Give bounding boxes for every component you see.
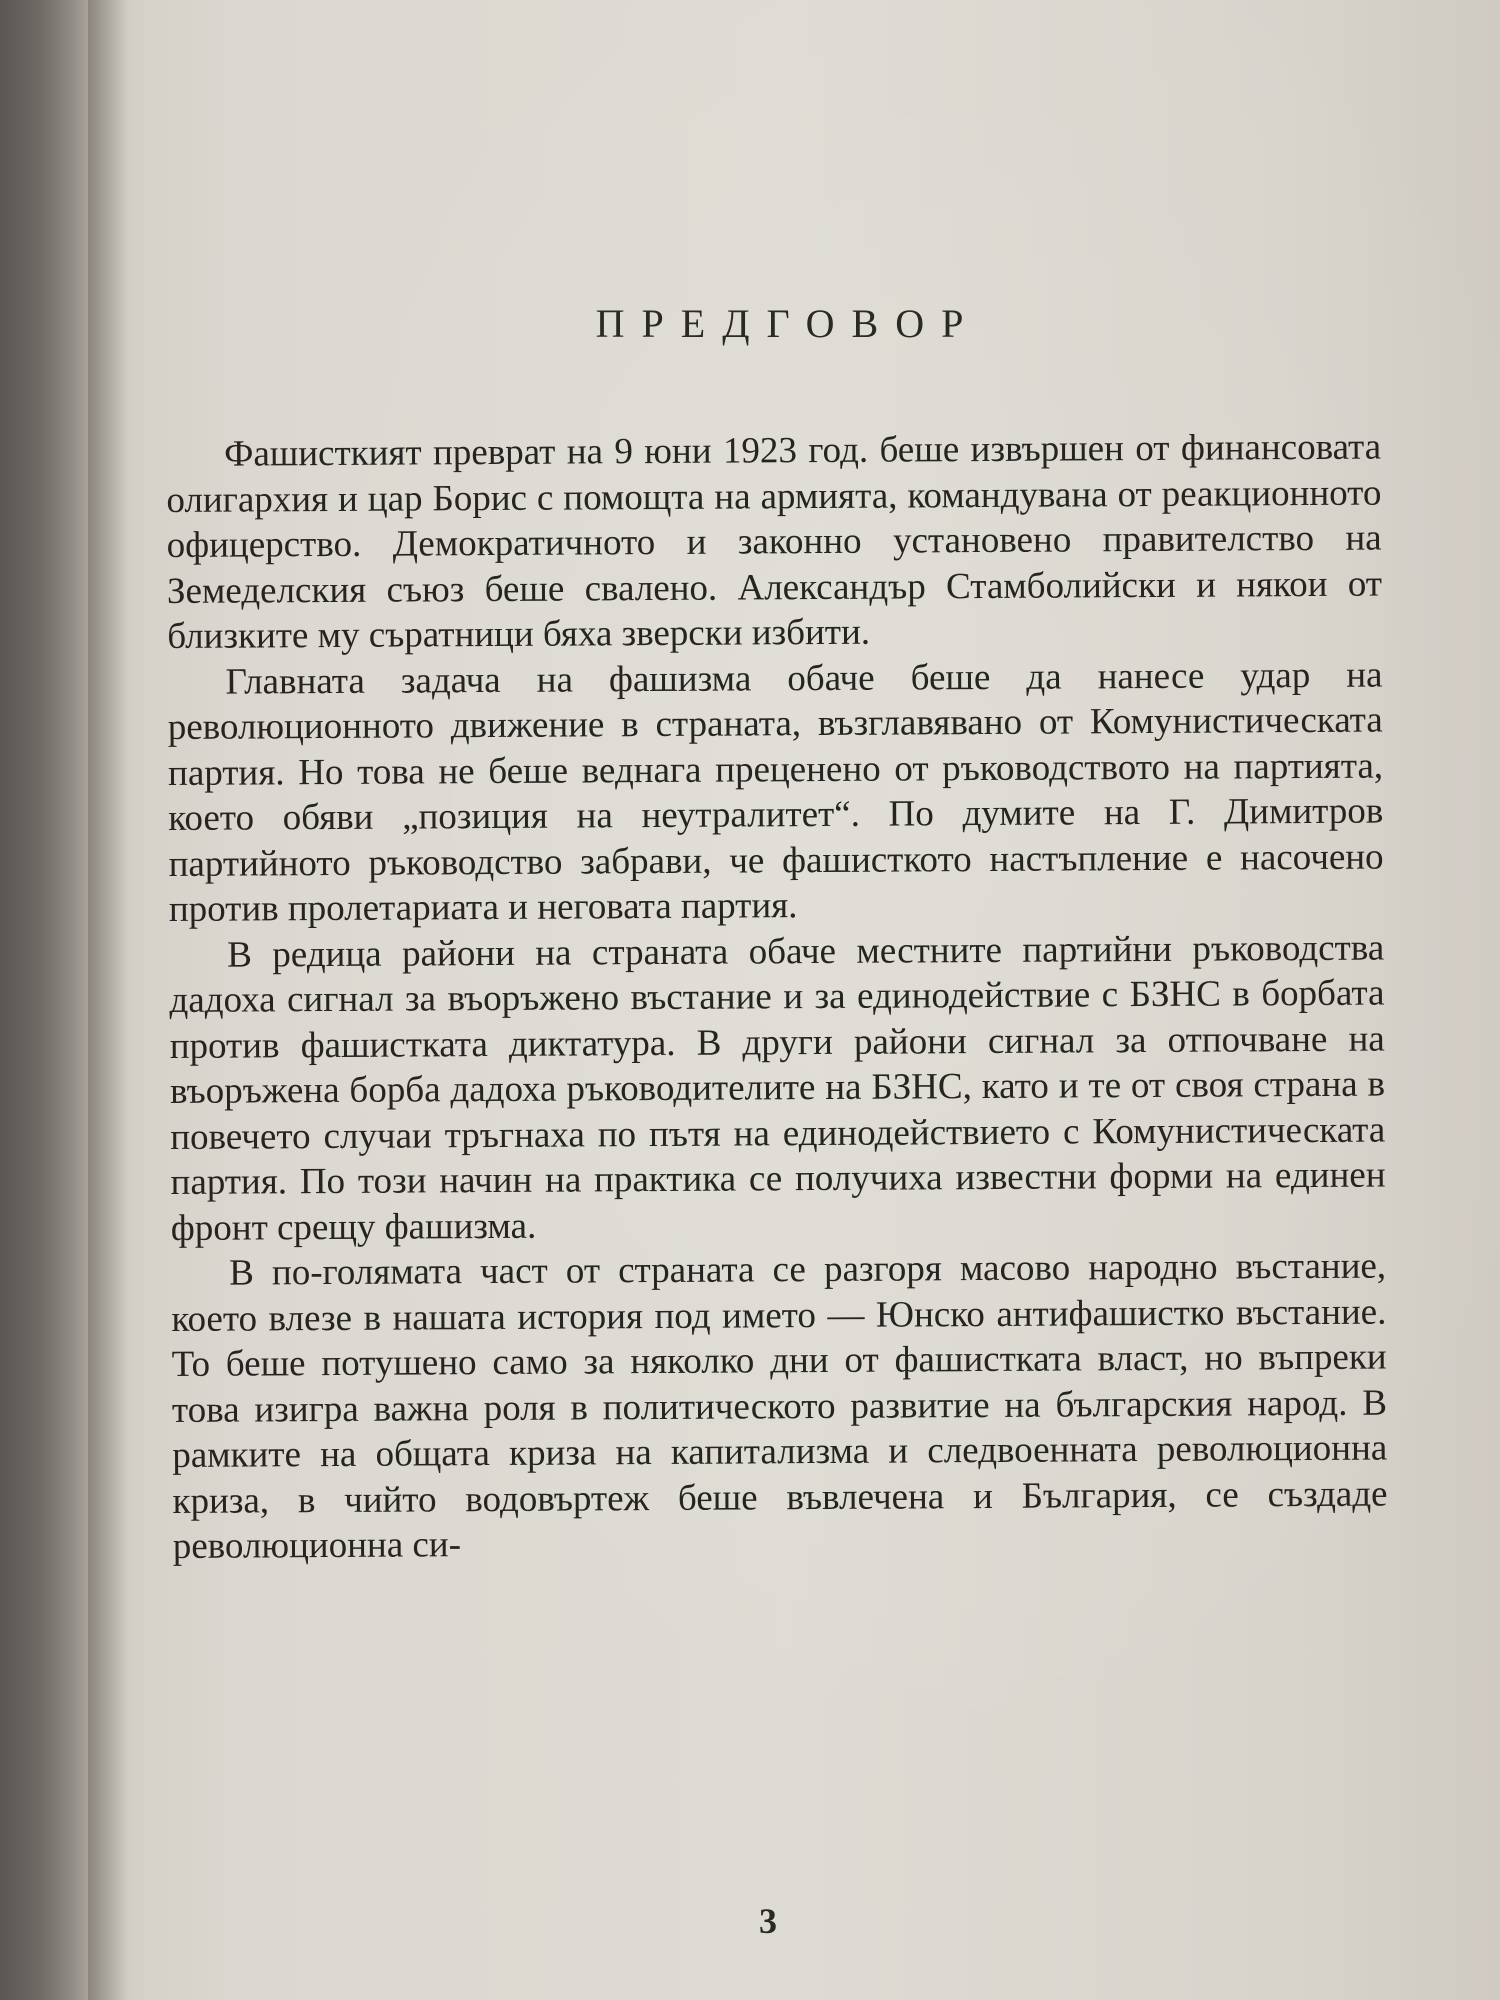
paragraph-2: Главната задача на фашизма обаче беше да нанесе удар на революционното движение в страната, възглавявано от Комунистическата партия. Но това не беше веднага преценено от ръководството на партията, което обяви „позиция на неутралитет“. По думите на Г. Димитров партийното ръководство забрави, че фашисткото настъпление е насочено против пролетариата и неговата партия. — [167, 654, 1384, 930]
paragraph-1: Фашисткият преврат на 9 юни 1923 год. беше извършен от финансовата олигархия и цар Борис с помощта на армията, командувана от реакционното офицерство. Демократичното и законно установено правителство на Земеделския съюз беше свалено. Александър Стамболийски и някои от близките му съратници бяха зверски избити. — [166, 426, 1383, 657]
paragraph-3: В редица райони на страната обаче местните партийни ръководства дадоха сигнал за въоръжено въстание и за единодействие с БЗНС в борбата против фашистката диктатура. В други райони сигнал за отпочване на въоръжена борба дадоха ръководителите на БЗНС, като и те от своя страна в повечето случаи тръгнаха по пътя на единодействието с Комунистическата партия. По този начин на практика се получиха известни форми на единен фронт срещу фашизма. — [169, 927, 1386, 1249]
page-heading: ПРЕДГОВОР — [595, 301, 981, 346]
book-page — [88, 0, 1500, 2000]
page-number: 3 — [759, 1901, 777, 1941]
paragraph-4: В по-голямата част от страната се разгоря масово народно въстание, което влезе в нашата история под името — Юнско антифашистко въстание. То беше потушено само за няколко дни от фашистката власт, но въпреки това изигра важна роля в политическото развитие на българския народ. В рамките на общата криза на капитализма и следвоенната революционна криза, в чийто водовъртеж беше въвлечена и България, се създаде революционна си- — [171, 1245, 1388, 1567]
body-text — [166, 425, 1388, 1570]
